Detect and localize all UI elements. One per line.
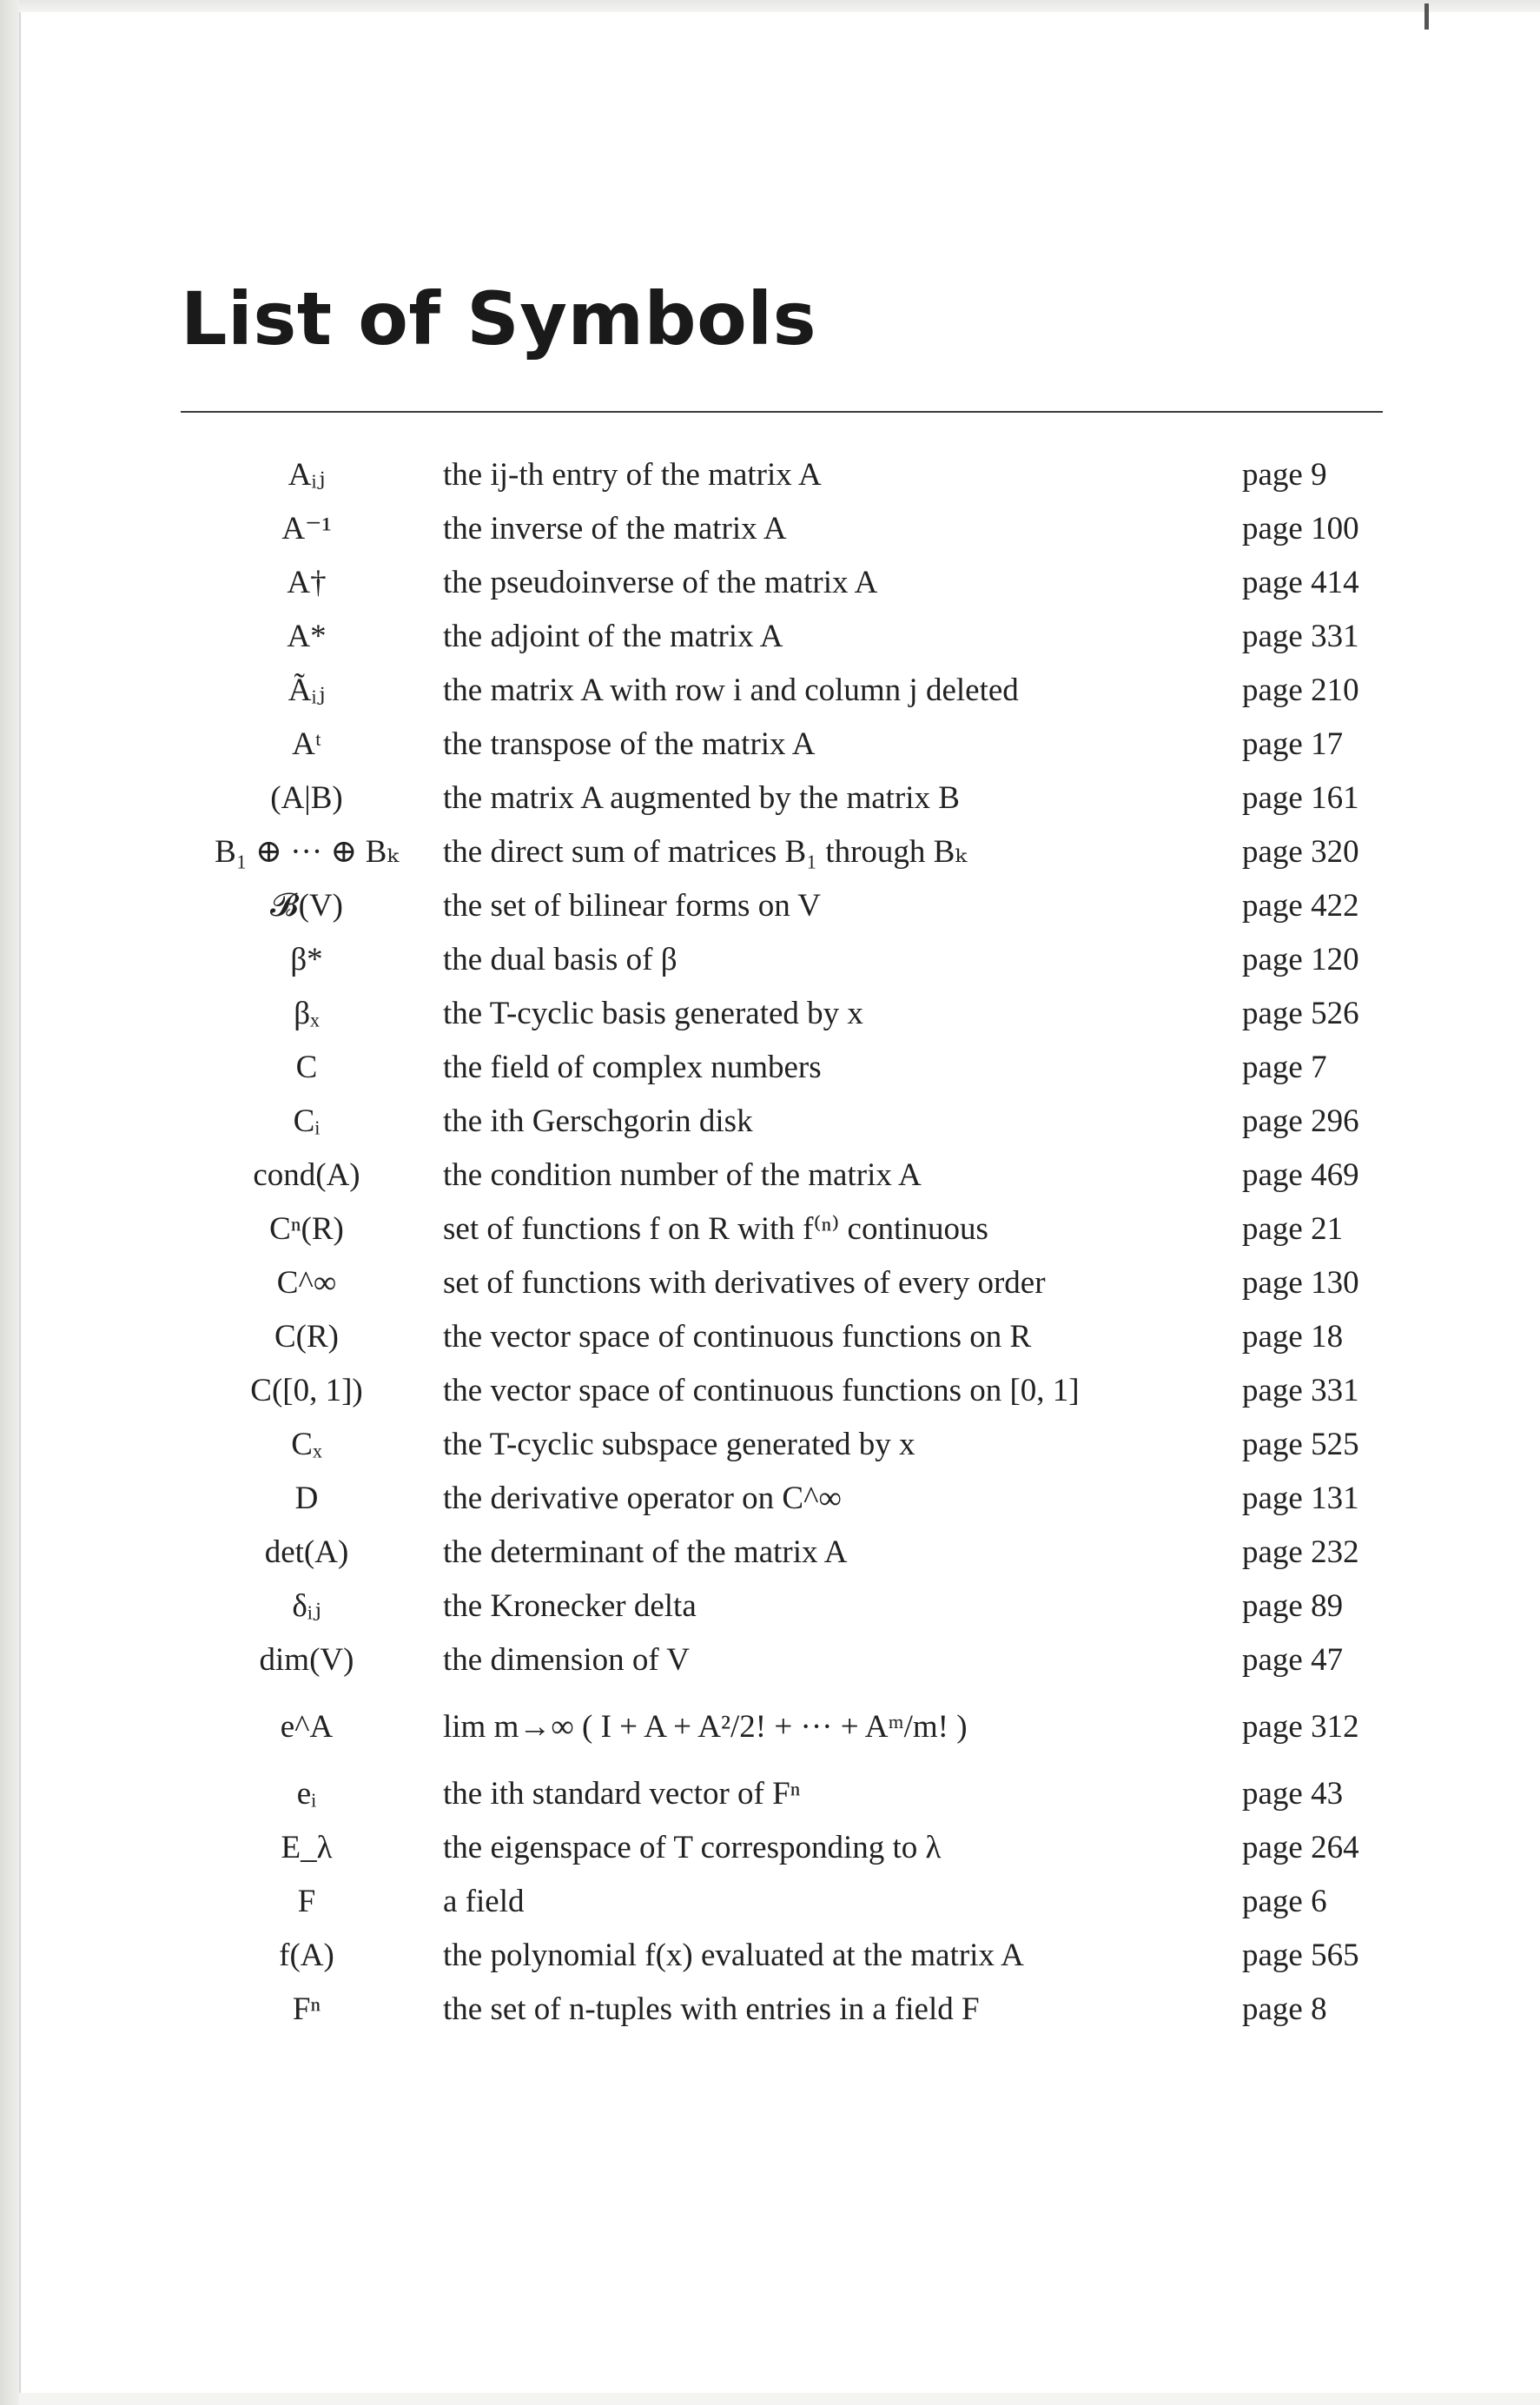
symbol-description: the Kronecker delta xyxy=(443,1587,697,1624)
symbol-row xyxy=(181,717,1383,771)
symbol-description: the set of bilinear forms on V xyxy=(443,887,822,924)
symbol-description: the ij-th entry of the matrix A xyxy=(443,456,822,493)
symbol-description: the set of n-tuples with entries in a field F xyxy=(443,1991,980,2027)
symbol-description: the condition number of the matrix A xyxy=(443,1156,922,1193)
symbol-row xyxy=(181,1928,1383,1982)
symbol-row xyxy=(181,1309,1383,1363)
page-reference: page 331 xyxy=(1242,618,1359,654)
symbol-description: lim m→∞ ( I + A + A²/2! + ··· + Aᵐ/m! ) xyxy=(443,1708,968,1745)
symbol-description: the dual basis of β xyxy=(443,941,677,977)
symbol-notation: Aᵗ xyxy=(292,725,321,762)
page-reference: page 18 xyxy=(1242,1318,1344,1355)
symbol-row xyxy=(181,555,1383,609)
symbol-row xyxy=(181,1686,1383,1766)
symbol-description: the derivative operator on C^∞ xyxy=(443,1480,842,1516)
symbol-description: the vector space of continuous functions on R xyxy=(443,1318,1032,1355)
symbol-row xyxy=(181,1982,1383,2036)
symbol-notation: A* xyxy=(287,618,327,654)
symbol-row xyxy=(181,1202,1383,1256)
symbol-row xyxy=(181,609,1383,663)
page-reference: page 525 xyxy=(1242,1426,1359,1462)
symbol-notation: (A|B) xyxy=(270,779,343,816)
symbol-notation: Cᵢ xyxy=(293,1103,321,1139)
symbol-description: the vector space of continuous functions on [0, 1] xyxy=(443,1372,1080,1408)
symbol-notation: βₓ xyxy=(294,995,320,1031)
symbol-row xyxy=(181,1874,1383,1928)
symbol-description: the pseudoinverse of the matrix A xyxy=(443,564,878,600)
symbol-row xyxy=(181,1579,1383,1633)
symbol-list xyxy=(181,447,1383,2036)
page-reference: page 131 xyxy=(1242,1480,1359,1516)
symbol-notation: det(A) xyxy=(264,1534,349,1570)
symbol-description: the dimension of V xyxy=(443,1641,690,1678)
symbol-notation: Cⁿ(R) xyxy=(269,1210,344,1247)
symbol-row xyxy=(181,1766,1383,1820)
symbol-description: the determinant of the matrix A xyxy=(443,1534,848,1570)
symbol-notation: A⁻¹ xyxy=(281,510,332,547)
symbol-description: the ith standard vector of Fⁿ xyxy=(443,1775,801,1812)
symbol-notation: C^∞ xyxy=(276,1264,337,1301)
symbol-description: the matrix A with row i and column j deleted xyxy=(443,672,1019,708)
symbol-notation: B₁ ⊕ ··· ⊕ Bₖ xyxy=(215,833,399,870)
symbol-description: set of functions with derivatives of every order xyxy=(443,1264,1046,1301)
symbol-description: the T-cyclic basis generated by x xyxy=(443,995,863,1031)
symbol-row xyxy=(181,986,1383,1040)
symbol-notation: Fⁿ xyxy=(292,1991,321,2027)
symbol-row xyxy=(181,1525,1383,1579)
symbol-notation: Ãᵢⱼ xyxy=(288,672,326,708)
page-reference: page 47 xyxy=(1242,1641,1344,1678)
scan-artifact-mark xyxy=(1424,3,1429,30)
symbol-notation: D xyxy=(294,1480,319,1516)
symbol-notation: 𝓑(V) xyxy=(270,887,343,924)
page-reference: page 9 xyxy=(1242,456,1327,493)
page-reference: page 526 xyxy=(1242,995,1359,1031)
symbol-description: the field of complex numbers xyxy=(443,1049,822,1085)
symbol-description: the adjoint of the matrix A xyxy=(443,618,783,654)
page-reference: page 565 xyxy=(1242,1937,1359,1973)
symbol-notation: C(R) xyxy=(274,1318,339,1355)
symbol-row xyxy=(181,1820,1383,1874)
symbol-description: the matrix A augmented by the matrix B xyxy=(443,779,960,816)
symbol-row xyxy=(181,1040,1383,1094)
symbol-notation: f(A) xyxy=(279,1937,334,1973)
page-reference: page 210 xyxy=(1242,672,1359,708)
symbol-notation: F xyxy=(297,1883,316,1919)
page-reference: page 8 xyxy=(1242,1991,1327,2027)
title-rule xyxy=(181,411,1383,413)
symbol-notation: Aᵢⱼ xyxy=(288,456,326,493)
symbol-row xyxy=(181,447,1383,501)
symbol-notation: C([0, 1]) xyxy=(250,1372,363,1408)
page-reference: page 89 xyxy=(1242,1587,1344,1624)
symbol-notation: eᵢ xyxy=(296,1775,317,1812)
scan-edge-top xyxy=(0,0,1540,12)
page-reference: page 6 xyxy=(1242,1883,1327,1919)
page-reference: page 422 xyxy=(1242,887,1359,924)
page-title: List of Symbols xyxy=(181,276,817,361)
page-reference: page 120 xyxy=(1242,941,1359,977)
page-reference: page 296 xyxy=(1242,1103,1359,1139)
symbol-notation: C xyxy=(295,1049,318,1085)
page-reference: page 312 xyxy=(1242,1708,1359,1745)
symbol-description: the direct sum of matrices B₁ through Bₖ xyxy=(443,833,967,870)
symbol-row xyxy=(181,1471,1383,1525)
symbol-notation: E_λ xyxy=(281,1829,333,1865)
symbol-row xyxy=(181,1094,1383,1148)
page-reference: page 232 xyxy=(1242,1534,1359,1570)
page-reference: page 43 xyxy=(1242,1775,1344,1812)
symbol-description: the T-cyclic subspace generated by x xyxy=(443,1426,915,1462)
symbol-row xyxy=(181,825,1383,878)
symbol-notation: cond(A) xyxy=(253,1156,360,1193)
page-reference: page 161 xyxy=(1242,779,1359,816)
symbol-row xyxy=(181,878,1383,932)
page-reference: page 320 xyxy=(1242,833,1359,870)
symbol-notation: Cₓ xyxy=(291,1426,322,1462)
symbol-row xyxy=(181,663,1383,717)
symbol-row xyxy=(181,1633,1383,1686)
symbol-notation: β* xyxy=(290,941,323,977)
symbol-row xyxy=(181,1256,1383,1309)
symbol-description: the eigenspace of T corresponding to λ xyxy=(443,1829,942,1865)
page-reference: page 21 xyxy=(1242,1210,1344,1247)
page-reference: page 7 xyxy=(1242,1049,1327,1085)
symbol-row xyxy=(181,1363,1383,1417)
symbol-row xyxy=(181,771,1383,825)
symbol-row xyxy=(181,1148,1383,1202)
symbol-row xyxy=(181,932,1383,986)
symbol-row xyxy=(181,501,1383,555)
page-reference: page 469 xyxy=(1242,1156,1359,1193)
page-reference: page 331 xyxy=(1242,1372,1359,1408)
symbol-description: the transpose of the matrix A xyxy=(443,725,816,762)
symbol-notation: δᵢⱼ xyxy=(292,1587,321,1624)
page-reference: page 130 xyxy=(1242,1264,1359,1301)
symbol-row xyxy=(181,1417,1383,1471)
symbol-description: the polynomial f(x) evaluated at the matrix A xyxy=(443,1937,1024,1973)
symbol-description: the inverse of the matrix A xyxy=(443,510,787,547)
symbol-description: the ith Gerschgorin disk xyxy=(443,1103,753,1139)
page-reference: page 100 xyxy=(1242,510,1359,547)
symbol-notation: e^A xyxy=(280,1708,334,1745)
page-reference: page 264 xyxy=(1242,1829,1359,1865)
scan-edge-left xyxy=(0,0,19,2405)
page-reference: page 17 xyxy=(1242,725,1344,762)
symbol-notation: A† xyxy=(287,564,327,600)
symbol-description: set of functions f on R with f⁽ⁿ⁾ continuous xyxy=(443,1210,988,1247)
symbol-description: a field xyxy=(443,1883,525,1919)
page-reference: page 414 xyxy=(1242,564,1359,600)
symbol-notation: dim(V) xyxy=(259,1641,354,1678)
